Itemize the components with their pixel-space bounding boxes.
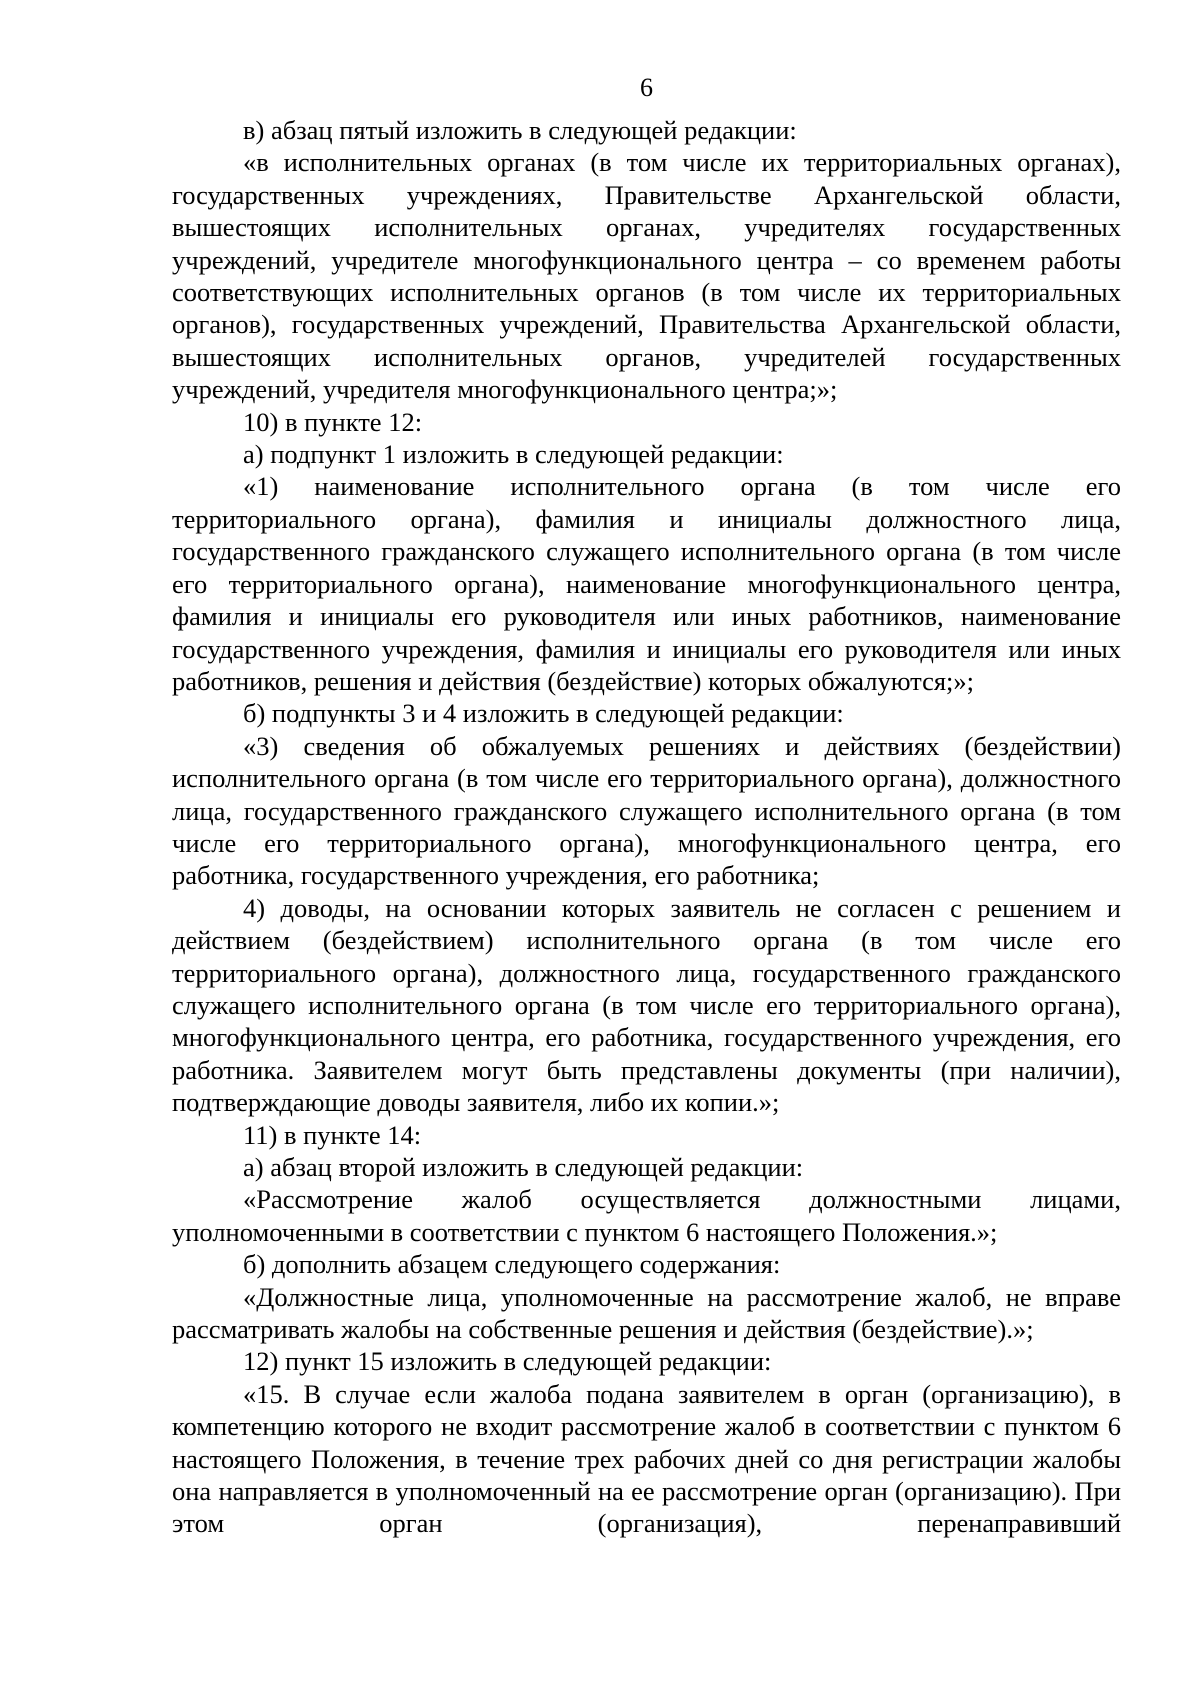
paragraph-quote-bodies: «в исполнительных органах (в том числе их территориальных органах), государственных учреждениях, Правительстве Архангельской области, вышестоящих исполнительных органах, учредителях государственных учреждений, учредителе многофункционального центра – со временем работы соответствующих исполнительных органов (в том числе их территориальных органов), государственных учреждений, Правительства Архангельской области, вышестоящих исполнительных органов, учредителей государственных учреждений, учредителя многофункционального центра;»; xyxy=(172,147,1121,405)
paragraph-item-10b: б) подпункты 3 и 4 изложить в следующей редакции: xyxy=(243,698,844,729)
paragraph-quote-subitem-1: «1) наименование исполнительного органа (в том числе его территориального органа), фамилия и инициалы должностного лица, государственного гражданского служащего исполнительного органа (в том числе его территориального органа), наименование многофункционального центра, фамилия и инициалы его руководителя или иных работников, наименование государственного учреждения, фамилия и инициалы его руководителя или иных работников, решения и действия (бездействие) которых обжалуются;»; xyxy=(172,471,1121,696)
paragraph-item-11a: а) абзац второй изложить в следующей редакции: xyxy=(243,1152,804,1182)
paragraph-quote-subitem-3: «3) сведения об обжалуемых решениях и действиях (бездействии) исполнительного органа (в том числе его территориального органа), должностного лица, государственного гражданского служащего исполнительного органа (в том числе его территориального органа), многофункционального центра, его работника, государственного учреждения, его работника; xyxy=(172,730,1121,891)
paragraph-quote-officials: «Должностные лица, уполномоченные на рассмотрение жалоб, не вправе рассматривать жалобы на собственные решения и действия (бездействие).»; xyxy=(172,1281,1121,1345)
paragraph-subitem-4: 4) доводы, на основании которых заявитель не согласен с решением и действием (бездействием) исполнительного органа (в том числе его территориального органа), должностного лица, государственного гражданского служащего исполнительного органа (в том числе его территориального органа), многофункционального центра, его работника, государственного учреждения, его работника. Заявителем могут быть представлены документы (при наличии), подтверждающие доводы заявителя, либо их копии.»; xyxy=(172,892,1121,1118)
paragraph-amendment-c: в) абзац пятый изложить в следующей редакции: xyxy=(243,115,797,145)
paragraph-item-10: 10) в пункте 12: xyxy=(243,406,423,437)
page-number: 6 xyxy=(640,73,653,102)
paragraph-item-12: 12) пункт 15 изложить в следующей редакции: xyxy=(243,1346,772,1377)
document-page xyxy=(172,72,1121,1540)
paragraph-item-10a: а) подпункт 1 изложить в следующей редакции: xyxy=(243,439,784,470)
paragraph-item-11: 11) в пункте 14: xyxy=(243,1119,422,1150)
paragraph-quote-review: «Рассмотрение жалоб осуществляется должностными лицами, уполномоченными в соответствии с пунктом 6 настоящего Положения.»; xyxy=(172,1184,1121,1247)
paragraph-item-11b: б) дополнить абзацем следующего содержания: xyxy=(243,1249,781,1280)
paragraph-quote-item-15: «15. В случае если жалоба подана заявителем в орган (организацию), в компетенцию которого не входит рассмотрение жалоб в соответствии с пунктом 6 настоящего Положения, в течение трех рабочих дней со дня регистрации жалобы она направляется в уполномоченный на ее рассмотрение орган (организацию). При этом орган (организация), перенаправивший xyxy=(172,1378,1121,1539)
